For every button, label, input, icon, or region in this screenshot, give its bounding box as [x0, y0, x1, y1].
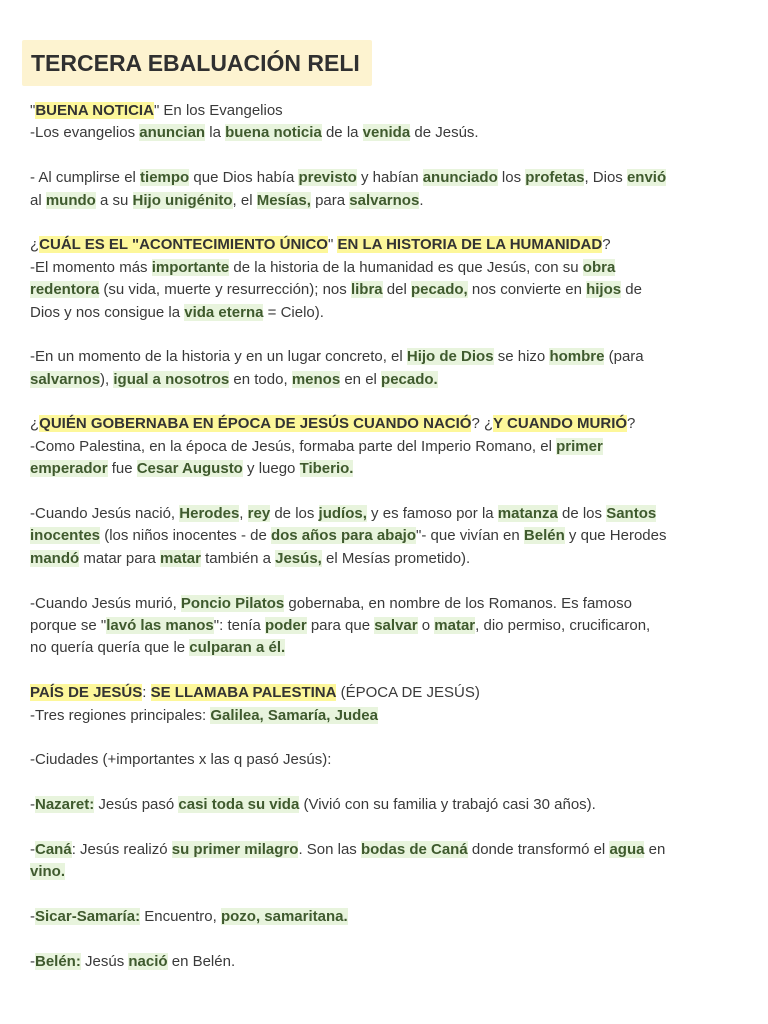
highlight-green: hombre: [549, 348, 605, 366]
text-run: los: [497, 169, 526, 187]
highlight-green: lavó las manos: [106, 616, 214, 634]
text-run: (su vida, muerte y resurrección); nos: [99, 281, 351, 299]
highlight-yellow: SE LLAMABA PALESTINA: [150, 684, 337, 702]
highlight-green: Tiberio.: [299, 460, 354, 478]
text-run: a su: [95, 191, 133, 209]
text-line: [30, 861, 750, 883]
text-run: ? ¿: [471, 415, 494, 433]
highlight-green: nació: [128, 952, 168, 970]
blank-line: [30, 727, 750, 749]
document-body: [30, 100, 750, 973]
text-run: en: [644, 840, 666, 858]
highlight-green: poder: [264, 616, 307, 634]
highlight-green: salvarnos: [349, 191, 420, 209]
highlight-green: pecado,: [411, 281, 468, 299]
highlight-green: Caná: [35, 840, 72, 858]
text-run: de los: [270, 505, 319, 523]
text-run: ": tenía: [213, 616, 265, 634]
text-run: ),: [100, 370, 114, 388]
highlight-green: dos años para abajo: [270, 527, 417, 545]
text-run: y habían: [356, 169, 423, 187]
text-run: : Jesús realizó: [71, 840, 172, 858]
text-run: -En un momento de la historia y en un lugar concreto, el: [30, 348, 407, 366]
text-run: del: [382, 281, 411, 299]
highlight-green: salvarnos: [30, 370, 101, 388]
text-line: [30, 346, 750, 368]
highlight-green: anuncian: [139, 124, 206, 142]
highlight-green: emperador: [30, 460, 108, 478]
text-line: [30, 951, 750, 973]
text-run: se hizo: [493, 348, 550, 366]
text-run: fue: [107, 460, 137, 478]
text-line: [30, 122, 750, 144]
text-run: para: [310, 191, 350, 209]
text-run: (para: [604, 348, 644, 366]
text-line: [30, 525, 750, 547]
highlight-green: venida: [362, 124, 411, 142]
text-line: [30, 794, 750, 816]
text-run: ,: [239, 505, 248, 523]
highlight-green: bodas de Caná: [360, 840, 468, 858]
text-run: en el: [340, 370, 382, 388]
highlight-green: Galilea, Samaría, Judea: [210, 706, 378, 724]
text-run: (ÉPOCA DE JESÚS): [336, 684, 480, 702]
text-run: gobernaba, en nombre de los Romanos. Es famoso: [284, 594, 632, 612]
highlight-green: Hijo unigénito: [132, 191, 233, 209]
highlight-green: Belén: [523, 527, 565, 545]
text-line: [30, 637, 750, 659]
text-run: ": [327, 236, 338, 254]
highlight-green: matanza: [497, 505, 558, 523]
text-line: [30, 548, 750, 570]
text-line: [30, 458, 750, 480]
text-line: [30, 167, 750, 189]
text-run: de la historia de la humanidad es que Jesús, con su: [229, 258, 583, 276]
page-title: TERCERA EBALUACIÓN RELI: [22, 40, 372, 86]
highlight-green: primer: [556, 437, 603, 455]
highlight-yellow: CUÁL ES EL "ACONTECIMIENTO ÚNICO: [39, 236, 328, 254]
text-line: [30, 302, 750, 324]
text-line: [30, 749, 750, 771]
text-run: la: [205, 124, 226, 142]
text-run: o: [417, 616, 435, 634]
text-run: y que Herodes: [564, 527, 667, 545]
blank-line: [30, 772, 750, 794]
blank-line: [30, 481, 750, 503]
text-run: nos convierte en: [467, 281, 587, 299]
text-run: Jesús: [80, 952, 129, 970]
text-run: - Al cumplirse el: [30, 169, 141, 187]
text-run: . Son las: [298, 840, 361, 858]
text-run: porque se ": [30, 616, 107, 634]
text-line: [30, 593, 750, 615]
text-run: -: [30, 840, 35, 858]
highlight-green: Belén:: [35, 952, 81, 970]
text-run: para que: [306, 616, 375, 634]
highlight-yellow: QUIÉN GOBERNABA EN ÉPOCA DE JESÚS CUANDO NACIÓ: [39, 415, 472, 433]
highlight-green: agua: [609, 840, 645, 858]
highlight-green: inocentes: [30, 527, 101, 545]
blank-line: [30, 570, 750, 592]
highlight-green: hijos: [586, 281, 622, 299]
text-run: ¿: [30, 415, 40, 433]
text-line: [30, 682, 750, 704]
blank-line: [30, 817, 750, 839]
text-line: [30, 257, 750, 279]
text-run: de Jesús.: [410, 124, 479, 142]
highlight-green: redentora: [30, 281, 100, 299]
text-run: , dio permiso, crucificaron,: [475, 616, 651, 634]
highlight-green: salvar: [374, 616, 418, 634]
text-run: de: [621, 281, 642, 299]
text-run: ?: [627, 415, 636, 433]
text-run: -: [30, 796, 35, 814]
text-line: [30, 100, 750, 122]
highlight-green: obra: [582, 258, 616, 276]
highlight-green: Hijo de Dios: [406, 348, 494, 366]
text-line: [30, 190, 750, 212]
blank-line: [30, 145, 750, 167]
text-run: de la: [321, 124, 363, 142]
highlight-yellow: Y CUANDO MURIÓ: [493, 415, 628, 433]
text-run: ?: [602, 236, 611, 254]
text-run: "- que vivían en: [416, 527, 524, 545]
text-run: -Cuando Jesús nació,: [30, 505, 180, 523]
highlight-green: Jesús,: [275, 549, 322, 567]
blank-line: [30, 928, 750, 950]
blank-line: [30, 884, 750, 906]
blank-line: [30, 324, 750, 346]
text-run: y luego: [242, 460, 300, 478]
highlight-green: importante: [151, 258, 230, 276]
text-run: no quería quería que le: [30, 639, 190, 657]
highlight-green: Nazaret:: [35, 796, 95, 814]
highlight-green: mandó: [30, 549, 80, 567]
text-run: -: [30, 908, 35, 926]
highlight-green: Sicar-Samaría:: [35, 908, 141, 926]
text-run: , Dios: [584, 169, 627, 187]
highlight-green: anunciado: [422, 169, 498, 187]
blank-line: [30, 391, 750, 413]
highlight-green: Mesías,: [256, 191, 311, 209]
highlight-green: matar: [160, 549, 201, 567]
text-line: [30, 436, 750, 458]
text-line: [30, 279, 750, 301]
blank-line: [30, 212, 750, 234]
text-run: en Belén.: [167, 952, 236, 970]
text-run: -Ciudades (+importantes x las q pasó Jesús):: [30, 751, 332, 769]
highlight-yellow: BUENA NOTICIA: [35, 102, 154, 119]
highlight-green: Santos: [606, 505, 657, 523]
highlight-green: judíos,: [318, 505, 367, 523]
text-run: y es famoso por la: [366, 505, 498, 523]
highlight-green: Cesar Augusto: [136, 460, 243, 478]
text-line: [30, 705, 750, 727]
text-run: Encuentro,: [140, 908, 221, 926]
highlight-green: vida eterna: [184, 303, 264, 321]
text-run: = Cielo).: [263, 303, 324, 321]
text-run: de los: [557, 505, 607, 523]
text-run: matar para: [79, 549, 161, 567]
text-run: ": [30, 102, 36, 119]
highlight-green: envió: [626, 169, 667, 187]
text-run: :: [142, 684, 151, 702]
highlight-green: vino.: [30, 863, 66, 881]
text-line: [30, 503, 750, 525]
highlight-green: mundo: [45, 191, 96, 209]
highlight-green: igual a nosotros: [113, 370, 230, 388]
text-run: .: [419, 191, 424, 209]
text-run: -Cuando Jesús murió,: [30, 594, 181, 612]
text-run: (los niños inocentes - de: [100, 527, 271, 545]
highlight-green: tiempo: [140, 169, 190, 187]
highlight-green: pecado.: [381, 370, 438, 388]
highlight-green: libra: [350, 281, 383, 299]
highlight-green: menos: [291, 370, 341, 388]
highlight-yellow: EN LA HISTORIA DE LA HUMANIDAD: [337, 236, 603, 254]
highlight-green: su primer milagro: [171, 840, 299, 858]
highlight-green: Poncio Pilatos: [180, 594, 285, 612]
text-line: [30, 369, 750, 391]
highlight-green: pozo, samaritana.: [220, 908, 348, 926]
text-run: -Los evangelios: [30, 124, 140, 142]
highlight-yellow: PAÍS DE JESÚS: [30, 684, 143, 702]
text-run: donde transformó el: [467, 840, 610, 858]
text-run: -Como Palestina, en la época de Jesús, formaba parte del Imperio Romano, el: [30, 437, 557, 455]
text-line: [30, 906, 750, 928]
highlight-green: culparan a él.: [189, 639, 286, 657]
text-run: " En los Evangelios: [153, 102, 283, 119]
text-line: [30, 234, 750, 256]
text-run: al: [30, 191, 46, 209]
text-run: -: [30, 952, 35, 970]
text-run: ¿: [30, 236, 40, 254]
text-run: Dios y nos consigue la: [30, 303, 185, 321]
text-line: [30, 413, 750, 435]
text-run: Jesús pasó: [94, 796, 179, 814]
blank-line: [30, 660, 750, 682]
text-run: (Vivió con su familia y trabajó casi 30 años).: [299, 796, 596, 814]
highlight-green: casi toda su vida: [178, 796, 300, 814]
highlight-green: profetas: [525, 169, 585, 187]
text-line: [30, 839, 750, 861]
highlight-green: matar: [434, 616, 476, 634]
highlight-green: buena noticia: [225, 124, 322, 142]
text-run: -El momento más: [30, 258, 152, 276]
text-run: , el: [232, 191, 257, 209]
text-run: el Mesías prometido).: [321, 549, 471, 567]
text-run: que Dios había: [189, 169, 299, 187]
highlight-green: previsto: [298, 169, 357, 187]
text-run: también a: [200, 549, 276, 567]
highlight-green: Herodes: [179, 505, 240, 523]
highlight-green: rey: [247, 505, 271, 523]
text-run: en todo,: [229, 370, 292, 388]
text-run: -Tres regiones principales:: [30, 706, 211, 724]
text-line: [30, 615, 750, 637]
